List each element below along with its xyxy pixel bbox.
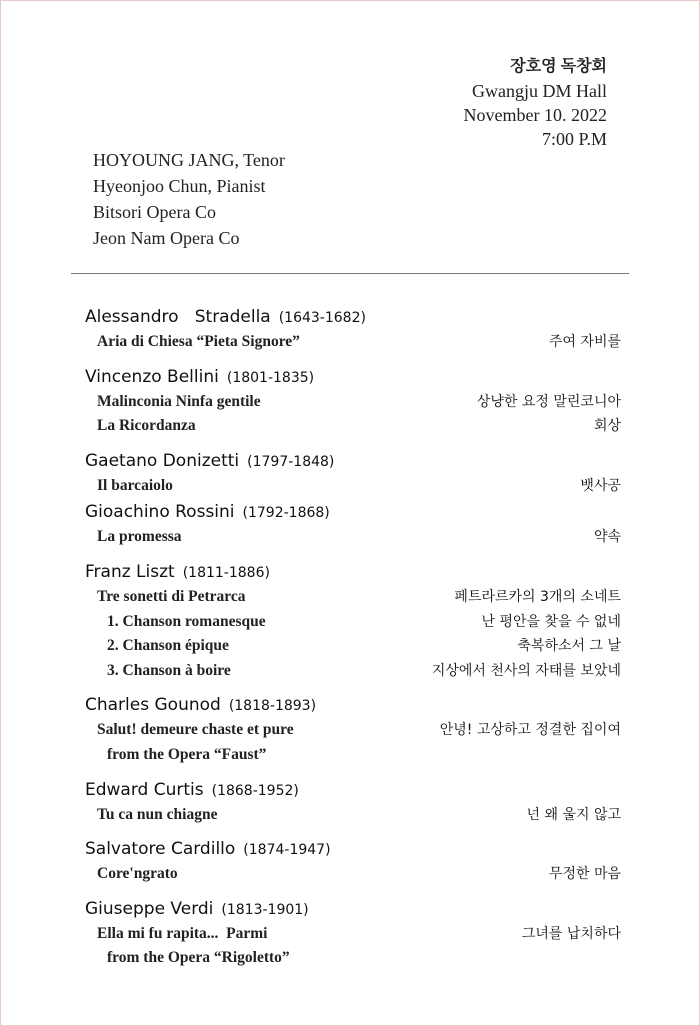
composer-heading [85,449,621,474]
composer-years: (1818-1893) [228,698,317,715]
composer-years: (1811-1886) [182,564,270,581]
piece-row [85,946,621,971]
piece-row [85,474,621,499]
piece-title: Il barcaiolo [97,476,173,494]
piece-title: 2. Chanson épique [107,637,229,655]
piece-title-kr: 약속 [593,529,621,546]
composer-heading [85,897,621,922]
piece-title-kr: 축복하소서 그 날 [517,638,621,655]
composer-name: Franz Liszt [85,561,175,582]
piece-title: Core'ngrato [97,865,178,883]
venue: Gwangju DM Hall [472,81,607,101]
composer-heading [85,837,621,862]
piece-title: from the Opera “Rigoletto” [107,949,290,967]
composer-years: (1797-1848) [247,453,335,470]
concert-info [464,55,607,151]
piece-row [85,743,621,768]
piece-title-kr: 지상에서 천사의 자태를 보았네 [431,662,621,679]
divider [71,273,629,274]
piece-title: Tu ca nun chiagne [97,805,218,823]
composer-name: Giuseppe Verdi [85,898,214,919]
composer-block [85,449,621,499]
performers-list [93,147,285,251]
piece-title: 1. Chanson romanesque [107,612,266,630]
program-list [85,305,621,971]
piece-title-kr: 넌 왜 울지 않고 [526,806,621,823]
composer-heading [85,778,621,803]
composer-heading [85,500,621,525]
piece-row [85,634,621,659]
composer-name: Gioachino Rossini [85,502,235,523]
concert-date: November 10. 2022 [463,105,607,125]
composer-years: (1874-1947) [243,842,331,859]
piece-title-kr: 페트라르카의 3개의 소네트 [454,588,621,605]
piece-row [85,585,621,610]
piece-title: Salut! demeure chaste et pure [97,721,294,739]
composer-block [85,500,621,550]
piece-row [85,659,621,684]
piece-title: 3. Chanson à boire [107,661,231,679]
piece-row [85,414,621,439]
piece-row [85,390,621,415]
recital-title: 장호영 독창회 [510,58,607,75]
composer-name: Charles Gounod [85,695,221,716]
piece-title: Aria di Chiesa “Pieta Signore” [97,333,300,350]
composer-heading [85,305,621,330]
piece-title: Ella mi fu rapita... Parmi [97,924,268,942]
composer-years: (1868-1952) [211,782,299,799]
composer-heading [85,365,621,390]
piece-title-kr: 회상 [593,418,621,435]
performer: HOYOUNG JANG, Tenor [93,150,285,170]
composer-block [85,693,621,767]
composer-name: Salvatore Cardillo [85,839,236,860]
composer-name: Alessandro Stradella [85,307,271,327]
piece-title: La promessa [97,528,182,546]
composer-block [85,560,621,683]
performer: Hyeonjoo Chun, Pianist [93,176,266,196]
composer-heading [85,693,621,718]
piece-title-kr: 상냥한 요정 말린코니아 [476,393,621,410]
composer-block [85,305,621,355]
piece-title-kr: 주여 자비를 [548,334,621,350]
piece-title: Malinconia Ninfa gentile [97,392,261,410]
composer-heading [85,560,621,585]
composer-years: (1801-1835) [226,369,315,386]
piece-title-kr: 안녕! 고상하고 정결한 집이여 [439,722,621,739]
piece-title-kr: 뱃사공 [580,477,621,494]
piece-title: from the Opera “Faust” [107,745,267,763]
composer-years: (1643-1682) [278,310,366,326]
piece-row [85,610,621,635]
piece-row [85,525,621,550]
performer: Bitsori Opera Co [93,202,216,222]
composer-years: (1792-1868) [242,505,330,522]
composer-block [85,837,621,887]
piece-title: Tre sonetti di Petrarca [97,587,246,605]
piece-row [85,330,621,355]
piece-title-kr: 그녀를 납치하다 [521,925,621,942]
composer-name: Vincenzo Bellini [85,366,219,387]
piece-row [85,862,621,887]
composer-block [85,897,621,971]
piece-title-kr: 난 평안을 찾을 수 없네 [481,613,621,630]
piece-row [85,922,621,947]
piece-row [85,803,621,828]
piece-title-kr: 무정한 마음 [548,866,621,883]
composer-name: Gaetano Donizetti [85,450,240,471]
concert-time: 7:00 P.M [541,129,607,149]
composer-block [85,778,621,828]
composer-years: (1813-1901) [221,901,309,918]
piece-row [85,718,621,743]
composer-block [85,365,621,439]
performer: Jeon Nam Opera Co [93,228,240,248]
piece-title: La Ricordanza [97,417,196,435]
composer-name: Edward Curtis [85,779,204,800]
